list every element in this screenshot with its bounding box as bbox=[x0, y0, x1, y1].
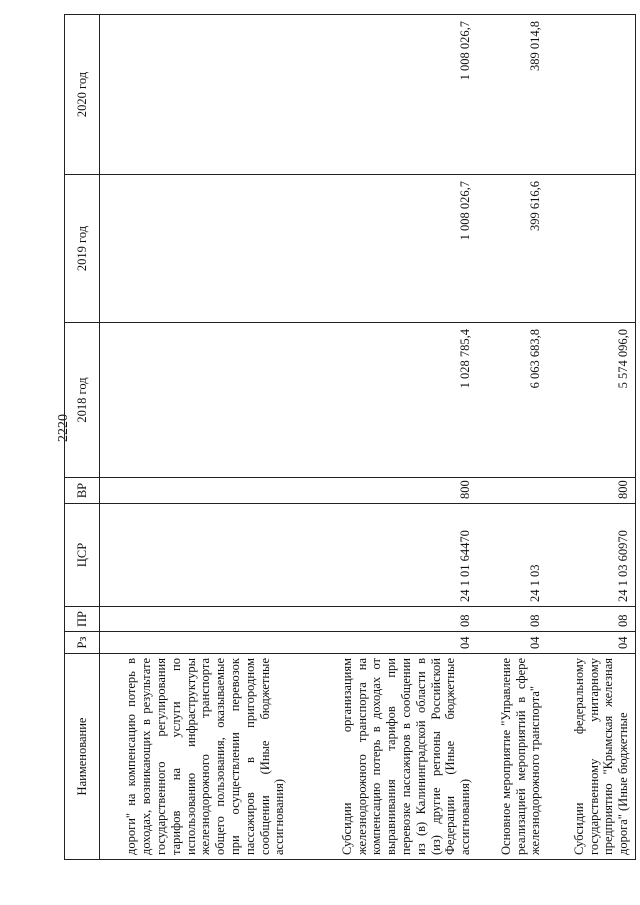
row-2018: 5 574 096,0 bbox=[547, 323, 635, 478]
budget-table bbox=[64, 14, 636, 860]
row-csr: 24 1 01 64470 bbox=[291, 504, 477, 607]
row-2019 bbox=[100, 175, 292, 323]
table-row bbox=[291, 15, 477, 860]
row-name: дороги" на компенсацию потерь в доходах, возникающих в результате государственного регулирования тарифов на услуги по использованию инфраструктуры железнодорожного транспорта общего пользования, оказываемые при осуществлении перевозок пассажиров в пригородном сообщении (Иные бюджетные ассигнования) bbox=[100, 654, 292, 860]
row-2020 bbox=[547, 15, 635, 175]
row-vr: 800 bbox=[547, 478, 635, 504]
row-pr: 08 bbox=[291, 607, 477, 632]
row-2019: 399 616,6 bbox=[477, 175, 547, 323]
row-pr: 08 bbox=[477, 607, 547, 632]
page-number: 2220 bbox=[56, 414, 71, 442]
row-rz: 04 bbox=[477, 632, 547, 654]
row-2019: 1 008 026,7 bbox=[291, 175, 477, 323]
rotated-page bbox=[56, 15, 636, 860]
row-rz: 04 bbox=[291, 632, 477, 654]
row-2020 bbox=[100, 15, 292, 175]
header-2019: 2019 год bbox=[65, 175, 100, 323]
row-pr: 08 bbox=[547, 607, 635, 632]
row-2020: 1 008 026,7 bbox=[291, 15, 477, 175]
row-pr bbox=[100, 607, 292, 632]
row-2018: 1 028 785,4 bbox=[291, 323, 477, 478]
header-csr: ЦСР bbox=[65, 504, 100, 607]
header-2020: 2020 год bbox=[65, 15, 100, 175]
row-csr: 24 1 03 bbox=[477, 504, 547, 607]
row-2018 bbox=[100, 323, 292, 478]
row-name: Субсидии федеральному государственному унитарному предприятию "Крымская железная дорога" (Иные бюджетные bbox=[547, 654, 635, 860]
row-2020: 389 014,8 bbox=[477, 15, 547, 175]
table-row bbox=[477, 15, 547, 860]
row-name: Основное мероприятие "Управление реализацией мероприятий в сфере железнодорожного транспорта" bbox=[477, 654, 547, 860]
row-name: Субсидии организациям железнодорожного транспорта на компенсацию потерь в доходах от выравнивания тарифов при перевозке пассажиров в сообщении из (в) Калининградской области в (из) другие регионы Российской Федерации (Иные бюджетные ассигнования) bbox=[291, 654, 477, 860]
row-vr bbox=[100, 478, 292, 504]
row-rz: 04 bbox=[547, 632, 635, 654]
table-row bbox=[100, 15, 292, 860]
row-rz bbox=[100, 632, 292, 654]
row-2019 bbox=[547, 175, 635, 323]
table-row bbox=[547, 15, 635, 860]
header-row bbox=[65, 15, 100, 860]
header-pr: ПР bbox=[65, 607, 100, 632]
header-name: Наименование bbox=[65, 654, 100, 860]
row-vr bbox=[477, 478, 547, 504]
header-rz: Рз bbox=[65, 632, 100, 654]
row-csr bbox=[100, 504, 292, 607]
row-2018: 6 063 683,8 bbox=[477, 323, 547, 478]
header-2018: 2018 год bbox=[65, 323, 100, 478]
header-vr: ВР bbox=[65, 478, 100, 504]
row-csr: 24 1 03 60970 bbox=[547, 504, 635, 607]
row-vr: 800 bbox=[291, 478, 477, 504]
